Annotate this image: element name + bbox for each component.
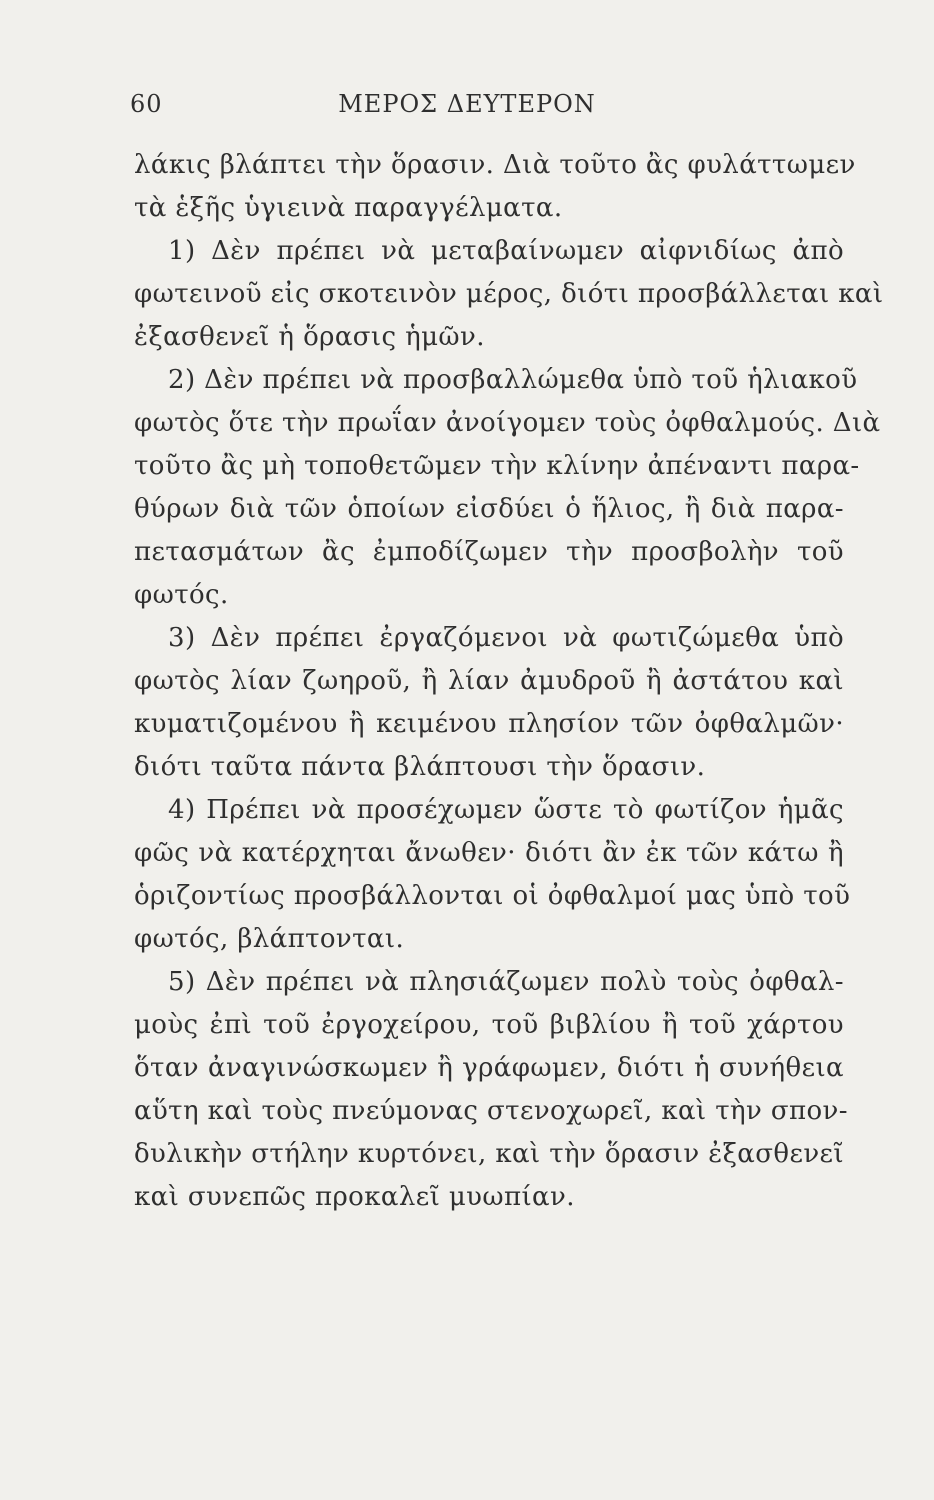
text-line: λάκις βλάπτει τὴν ὅρασιν. Διὰ τοῦτο ἂς φυλάττωμεν [134,150,856,180]
text-line: 4) Πρέπει νὰ προσέχωμεν ὥστε τὸ φωτίζον ἡμᾶς [168,795,844,825]
text-line: πετασμάτων ἂς ἐμποδίζωμεν τὴν προσβολὴν τοῦ [134,537,844,567]
text-line: ὁριζοντίως προσβάλλονται οἱ ὀφθαλμοί μας ὑπὸ τοῦ [134,881,851,911]
text-line: διότι ταῦτα πάντα βλάπτουσι τὴν ὅρασιν. [134,752,706,782]
text-line: 2) Δὲν πρέπει νὰ προσβαλλώμεθα ὑπὸ τοῦ ἡλιακοῦ [168,365,858,395]
text-line: καὶ συνεπῶς προκαλεῖ μυωπίαν. [134,1182,575,1212]
text-line: 5) Δὲν πρέπει νὰ πλησιάζωμεν πολὺ τοὺς ὀφθαλ- [168,967,844,997]
text-line: δυλικὴν στήλην κυρτόνει, καὶ τὴν ὅρασιν ἐξασθενεῖ [134,1139,844,1169]
running-title: ΜΕΡΟΣ ΔΕΥΤΕΡΟΝ [338,90,596,118]
text-line: φωτεινοῦ εἰς σκοτεινὸν μέρος, διότι προσβάλλεται καὶ [134,279,884,309]
text-line: θύρων διὰ τῶν ὁποίων εἰσδύει ὁ ἥλιος, ἢ διὰ παρα- [134,494,844,524]
text-line: ὅταν ἀναγινώσκωμεν ἢ γράφωμεν, διότι ἡ συνήθεια [134,1053,844,1083]
body-text [134,144,884,1219]
page-header [130,90,804,130]
text-line: φωτός. [134,580,229,610]
text-line: φωτὸς λίαν ζωηροῦ, ἢ λίαν ἀμυδροῦ ἢ ἀστάτου καὶ [134,666,844,696]
text-line: τοῦτο ἂς μὴ τοποθετῶμεν τὴν κλίνην ἀπέναντι παρα- [134,451,860,481]
text-line: φωτός, βλάπτονται. [134,924,405,954]
text-line: μοὺς ἐπὶ τοῦ ἐργοχείρου, τοῦ βιβλίου ἢ τοῦ χάρτου [134,1010,844,1040]
text-line: 1) Δὲν πρέπει νὰ μεταβαίνωμεν αἰφνιδίως ἀπὸ [168,236,844,266]
text-line: φωτὸς ὅτε τὴν πρωΐαν ἀνοίγομεν τοὺς ὀφθαλμούς. Διὰ [134,408,881,438]
text-line: τὰ ἑξῆς ὑγιεινὰ παραγγέλματα. [134,193,563,223]
text-line: κυματιζομένου ἢ κειμένου πλησίον τῶν ὀφθαλμῶν· [134,709,844,739]
text-line: αὕτη καὶ τοὺς πνεύμονας στενοχωρεῖ, καὶ τὴν σπον- [134,1096,848,1126]
text-line: φῶς νὰ κατέρχηται ἄνωθεν· διότι ἂν ἐκ τῶν κάτω ἢ [134,838,844,868]
text-line: 3) Δὲν πρέπει ἐργαζόμενοι νὰ φωτιζώμεθα ὑπὸ [168,623,844,653]
page-number: 60 [130,90,163,118]
text-line: ἐξασθενεῖ ἡ ὅρασις ἡμῶν. [134,322,485,352]
